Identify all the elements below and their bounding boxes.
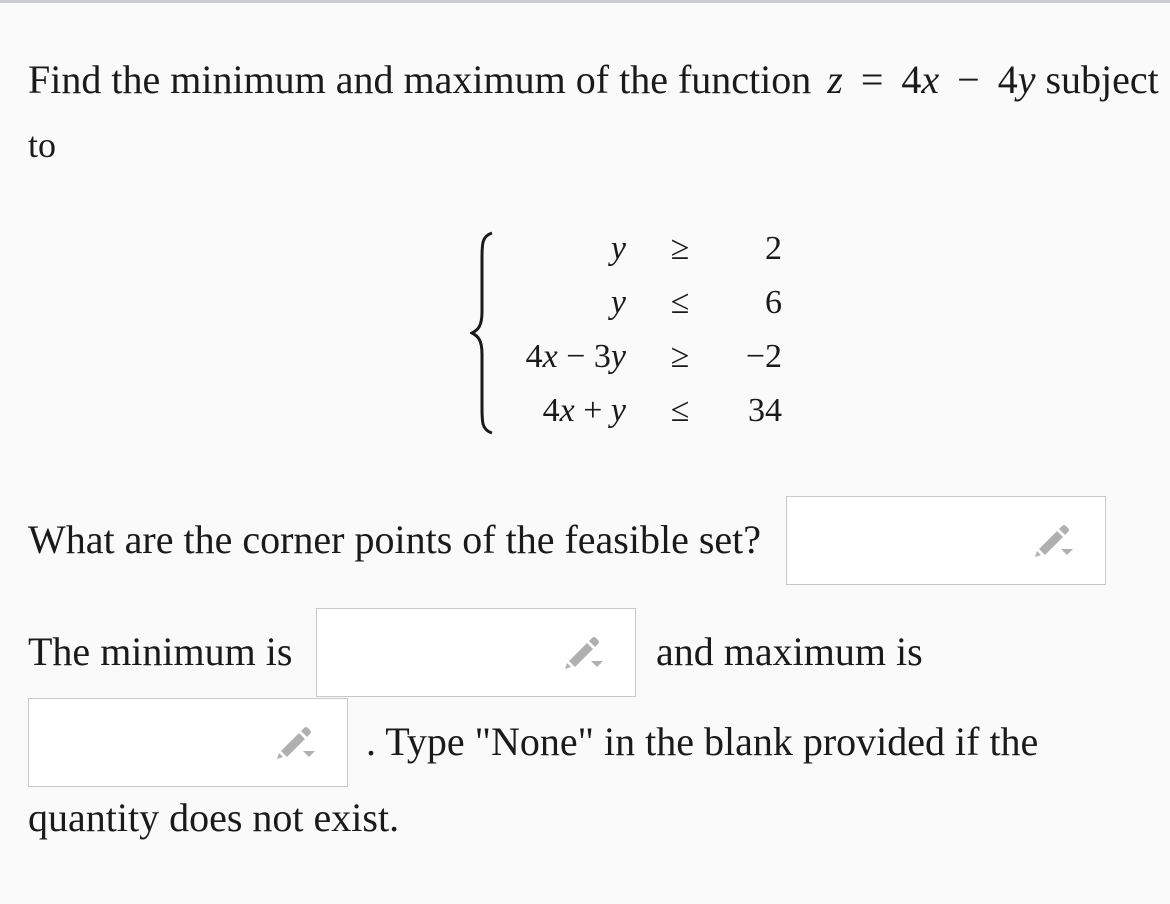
question-text [28,57,1159,102]
maximum-input[interactable] [28,698,348,787]
inequality-term: 4 [525,338,543,375]
inequality-term: y [610,230,626,267]
inequality-relation: ≥ [670,338,690,375]
inequality-rhs: 2 [765,230,782,267]
inequality-rhs: 6 [765,284,782,321]
inequality-term: + [574,392,611,429]
question-intro: Find the minimum and maximum of the function [28,57,812,102]
corner-points-input[interactable] [786,496,1106,585]
function-variable: z [827,57,843,102]
minimum-input[interactable] [316,608,636,697]
instruction-line-1: . Type "None" in the blank provided if the [366,719,1039,764]
inequality-term: x [559,392,575,429]
function-y: y [1017,57,1036,102]
function-equals: = [860,57,884,102]
inequality-lhs [466,340,626,374]
question-subject: subject [1045,57,1159,102]
inequality-relation: ≤ [670,392,690,429]
inequality-term: 4 [542,392,560,429]
function-minus: − [957,57,980,102]
inequality-lhs [466,394,626,428]
inequality-term: x [542,338,558,375]
inequality-term: y [610,284,626,321]
function-coef-1: 4 [901,57,922,102]
maximum-label: and maximum is [656,629,923,674]
pencil-icon[interactable] [273,725,317,761]
inequality-relation: ≤ [670,284,690,321]
instruction-line-2: quantity does not exist. [28,795,400,840]
inequality-term: y [610,392,626,429]
pencil-icon[interactable] [561,635,605,671]
inequality-lhs [466,286,626,320]
pencil-icon[interactable] [1031,523,1075,559]
inequality-term: y [610,338,626,375]
function-x: x [921,57,940,102]
function-coef-2: 4 [997,57,1018,102]
top-divider [0,0,1170,3]
inequality-rhs: −2 [745,338,782,375]
corner-points-label: What are the corner points of the feasible set? [28,517,762,562]
inequality-lhs [466,232,626,266]
inequality-term: − 3 [557,338,611,375]
inequality-rhs: 34 [748,392,782,429]
inequality-relation: ≥ [670,230,690,267]
minimum-label: The minimum is [28,629,293,674]
question-to: to [28,125,57,165]
